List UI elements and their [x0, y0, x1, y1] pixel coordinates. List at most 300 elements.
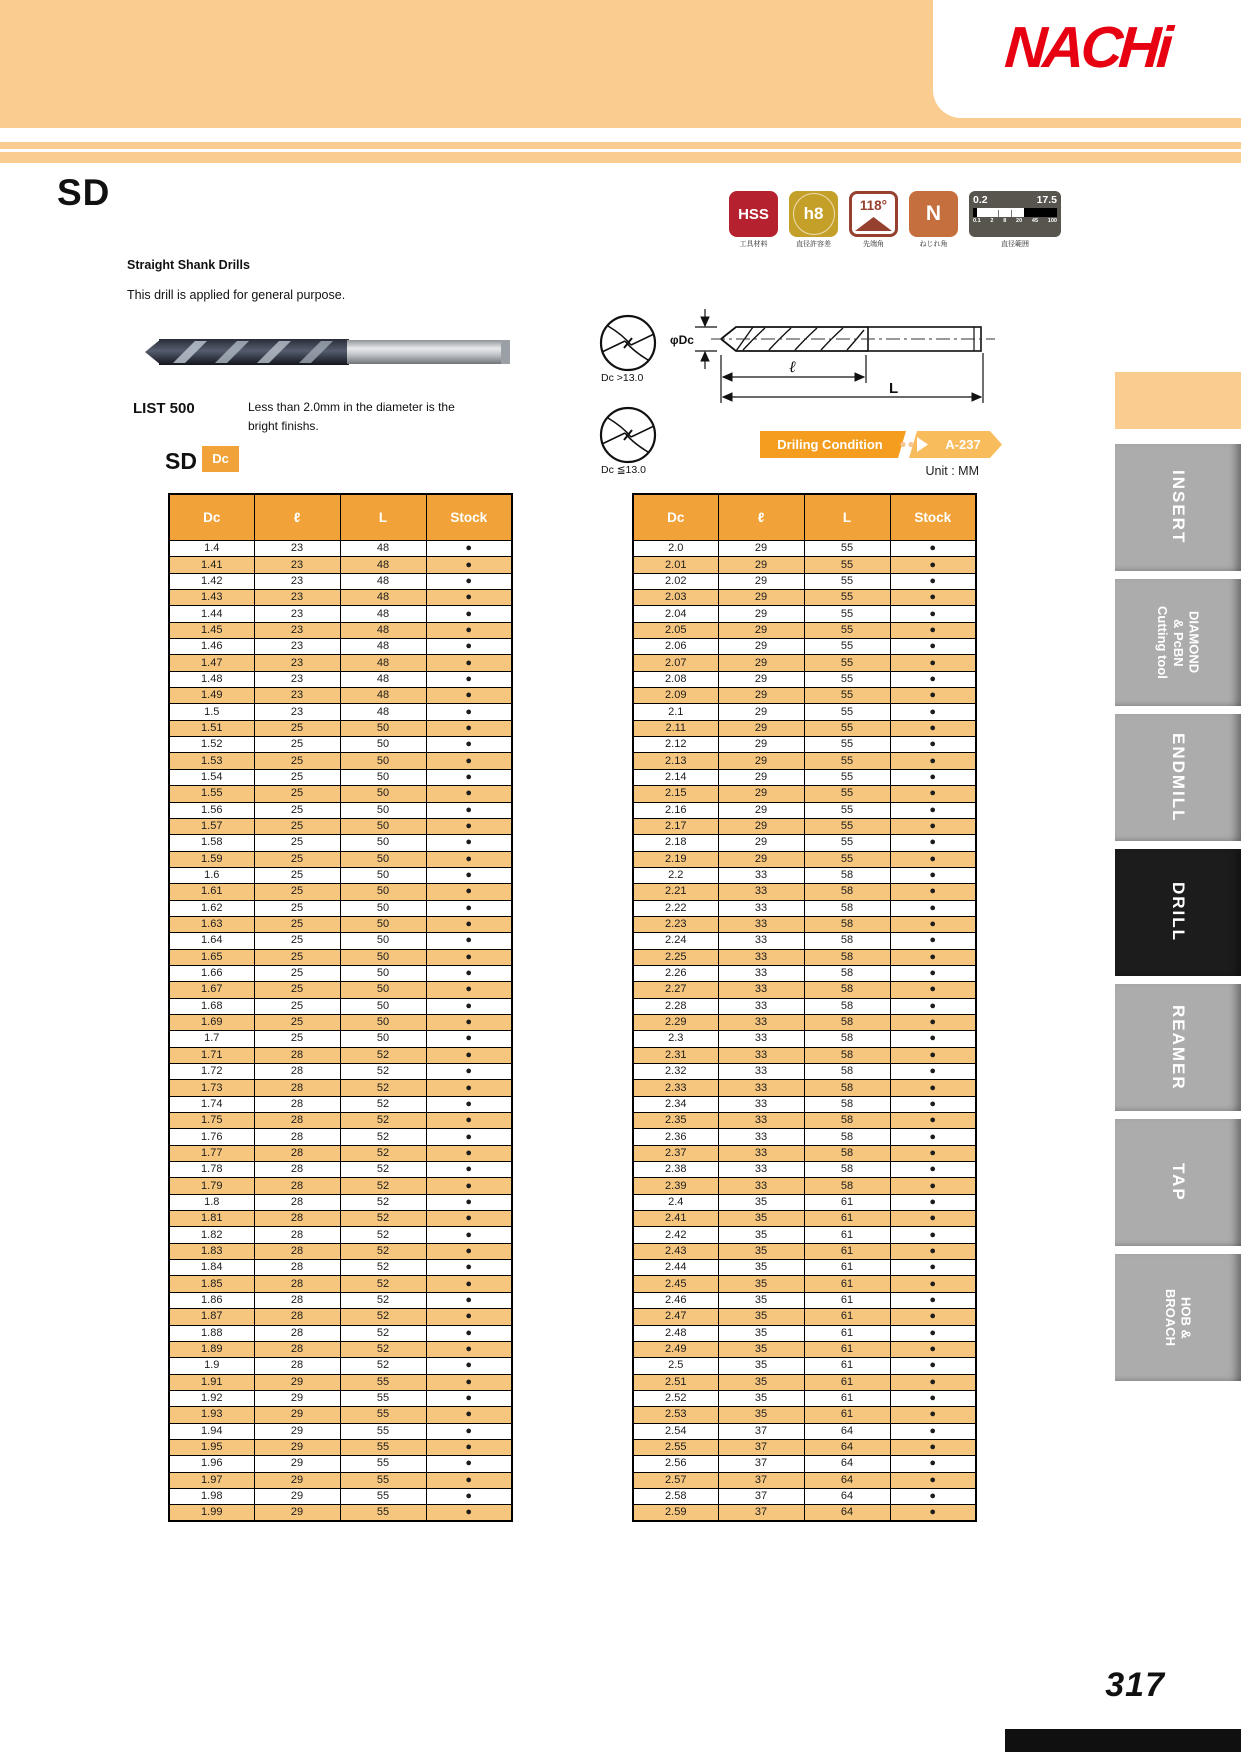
table-row: 2.32 33 58 ●	[633, 1064, 976, 1080]
stock-dot: ●	[426, 1194, 512, 1210]
table-row: 1.77 28 52 ●	[169, 1145, 512, 1161]
stock-dot: ●	[890, 1423, 976, 1439]
list-number: LIST 500	[133, 400, 195, 417]
spec-icon-range	[969, 191, 1061, 249]
stock-dot: ●	[890, 1227, 976, 1243]
table-row: 1.9 28 52 ●	[169, 1358, 512, 1374]
table-row: 2.1 29 55 ●	[633, 704, 976, 720]
stock-dot: ●	[426, 1227, 512, 1243]
stock-dot: ●	[426, 1064, 512, 1080]
table-row: 2.2 33 58 ●	[633, 867, 976, 883]
table-row: 1.7 25 50 ●	[169, 1031, 512, 1047]
dim-overall	[723, 353, 983, 403]
table-row: 1.99 29 55 ●	[169, 1505, 512, 1521]
table-row: 2.52 35 61 ●	[633, 1390, 976, 1406]
helix-angle-icon: N	[909, 191, 958, 237]
table-row: 1.59 25 50 ●	[169, 851, 512, 867]
stock-dot: ●	[426, 933, 512, 949]
stock-dot: ●	[426, 1407, 512, 1423]
stock-dot: ●	[426, 769, 512, 785]
column-header: Stock	[890, 494, 976, 541]
table-row: 2.15 29 55 ●	[633, 786, 976, 802]
table-row: 2.04 29 55 ●	[633, 606, 976, 622]
circle2-label: Dc ≦13.0	[601, 464, 646, 476]
table-row: 2.24 33 58 ●	[633, 933, 976, 949]
stock-dot: ●	[426, 1096, 512, 1112]
spec-icon-helix	[909, 191, 958, 249]
table-row: 2.16 29 55 ●	[633, 802, 976, 818]
table-row: 1.88 28 52 ●	[169, 1325, 512, 1341]
stock-dot: ●	[890, 622, 976, 638]
stock-dot: ●	[426, 671, 512, 687]
stock-dot: ●	[890, 851, 976, 867]
table-row: 2.14 29 55 ●	[633, 769, 976, 785]
stock-dot: ●	[890, 1407, 976, 1423]
table-row: 1.55 25 50 ●	[169, 786, 512, 802]
stock-dot: ●	[890, 1014, 976, 1030]
table-row: 2.36 33 58 ●	[633, 1129, 976, 1145]
h8-icon: h8	[789, 191, 838, 237]
stock-dot: ●	[890, 720, 976, 736]
table-row: 1.56 25 50 ●	[169, 802, 512, 818]
table-row: 1.66 25 50 ●	[169, 965, 512, 981]
helix-angle-icon-label: ねじれ角	[919, 241, 948, 248]
table-row: 2.02 29 55 ●	[633, 573, 976, 589]
stock-dot: ●	[890, 1047, 976, 1063]
stock-dot: ●	[890, 655, 976, 671]
table-row: 1.86 28 52 ●	[169, 1292, 512, 1308]
stock-dot: ●	[890, 1505, 976, 1521]
table-row: 2.11 29 55 ●	[633, 720, 976, 736]
table-row: 1.5 23 48 ●	[169, 704, 512, 720]
table-row: 2.33 33 58 ●	[633, 1080, 976, 1096]
table-row: 1.68 25 50 ●	[169, 998, 512, 1014]
stock-dot: ●	[426, 606, 512, 622]
table-row: 1.87 28 52 ●	[169, 1309, 512, 1325]
table-row: 1.79 28 52 ●	[169, 1178, 512, 1194]
stock-dot: ●	[426, 1472, 512, 1488]
stock-dot: ●	[890, 753, 976, 769]
table-row: 2.05 29 55 ●	[633, 622, 976, 638]
stock-dot: ●	[426, 1211, 512, 1227]
table-row: 1.75 28 52 ●	[169, 1113, 512, 1129]
product-description: This drill is applied for general purpose.	[127, 288, 346, 302]
table-row: 2.3 33 58 ●	[633, 1031, 976, 1047]
stock-dot: ●	[890, 606, 976, 622]
stock-dot: ●	[890, 900, 976, 916]
table-row: 2.07 29 55 ●	[633, 655, 976, 671]
diameter-range-icon-label: 直径範囲	[1001, 241, 1029, 248]
stock-dot: ●	[426, 753, 512, 769]
table-row: 2.37 33 58 ●	[633, 1145, 976, 1161]
logo-box	[933, 0, 1241, 118]
stock-dot: ●	[890, 1194, 976, 1210]
sidebar-tab-endmill[interactable]: ENDMILL	[1115, 714, 1241, 841]
dim-overall-label: L	[889, 380, 899, 397]
table-row: 1.69 25 50 ●	[169, 1014, 512, 1030]
range-bar	[973, 208, 1057, 217]
table-row: 1.72 28 52 ●	[169, 1064, 512, 1080]
stock-dot: ●	[426, 1341, 512, 1357]
table-row: 2.25 33 58 ●	[633, 949, 976, 965]
table-row: 1.83 28 52 ●	[169, 1243, 512, 1259]
stock-dot: ●	[890, 688, 976, 704]
table-row: 2.31 33 58 ●	[633, 1047, 976, 1063]
table-row: 2.55 37 64 ●	[633, 1439, 976, 1455]
table-row: 2.03 29 55 ●	[633, 590, 976, 606]
stock-dot: ●	[890, 1488, 976, 1504]
nachi-logo: NACHi	[1002, 15, 1172, 80]
stock-dot: ●	[426, 1423, 512, 1439]
table-row: 1.78 28 52 ●	[169, 1162, 512, 1178]
stock-dot: ●	[890, 1456, 976, 1472]
drill-photo	[143, 331, 510, 373]
dim-dc-label: φDc	[670, 333, 694, 347]
stock-dot: ●	[890, 1309, 976, 1325]
stock-dot: ●	[890, 1325, 976, 1341]
table-row: 1.81 28 52 ●	[169, 1211, 512, 1227]
table-row: 1.8 28 52 ●	[169, 1194, 512, 1210]
stock-dot: ●	[426, 1162, 512, 1178]
stock-dot: ●	[426, 1243, 512, 1259]
table-header-row	[633, 494, 976, 541]
table-row: 2.5 35 61 ●	[633, 1358, 976, 1374]
series-code: SD	[165, 448, 197, 474]
stock-dot: ●	[426, 557, 512, 573]
stock-dot: ●	[426, 1309, 512, 1325]
stock-dot: ●	[426, 720, 512, 736]
table-row: 2.06 29 55 ●	[633, 639, 976, 655]
table-row: 1.91 29 55 ●	[169, 1374, 512, 1390]
point-angle-icon: 118°	[849, 191, 898, 237]
table-row: 1.97 29 55 ●	[169, 1472, 512, 1488]
stock-dot: ●	[426, 1276, 512, 1292]
spec-icon-tolerance	[789, 191, 838, 249]
table-row: 2.42 35 61 ●	[633, 1227, 976, 1243]
stock-dot: ●	[426, 737, 512, 753]
column-header: Dc	[169, 494, 254, 541]
table-row: 2.47 35 61 ●	[633, 1309, 976, 1325]
sidebar-tab-hob-broach[interactable]: HOB & BROACH	[1115, 1254, 1241, 1381]
stock-dot: ●	[890, 541, 976, 557]
table-row: 2.09 29 55 ●	[633, 688, 976, 704]
stock-dot: ●	[426, 1390, 512, 1406]
table-row: 1.49 23 48 ●	[169, 688, 512, 704]
hss-icon-label: 工具材料	[739, 241, 768, 248]
table-row: 1.61 25 50 ●	[169, 884, 512, 900]
stock-dot: ●	[426, 1178, 512, 1194]
table-row: 1.43 23 48 ●	[169, 590, 512, 606]
table-row: 2.21 33 58 ●	[633, 884, 976, 900]
table-row: 1.67 25 50 ●	[169, 982, 512, 998]
stock-dot: ●	[890, 1358, 976, 1374]
table-row: 1.52 25 50 ●	[169, 737, 512, 753]
footer-bar	[1005, 1729, 1241, 1752]
stock-dot: ●	[890, 1031, 976, 1047]
table-row: 2.01 29 55 ●	[633, 557, 976, 573]
stock-dot: ●	[890, 1341, 976, 1357]
table-row: 1.73 28 52 ●	[169, 1080, 512, 1096]
spec-icon-tool-material	[729, 191, 778, 249]
stock-dot: ●	[890, 1260, 976, 1276]
table-row: 1.64 25 50 ●	[169, 933, 512, 949]
table-row: 1.98 29 55 ●	[169, 1488, 512, 1504]
unit-label: Unit : MM	[925, 464, 979, 478]
stock-dot: ●	[890, 1374, 976, 1390]
sidebar-tab-insert[interactable]: INSERT	[1115, 444, 1241, 571]
stock-dot: ●	[890, 704, 976, 720]
table-row: 2.53 35 61 ●	[633, 1407, 976, 1423]
table-row: 2.34 33 58 ●	[633, 1096, 976, 1112]
column-header: ℓ	[254, 494, 340, 541]
table-row: 1.65 25 50 ●	[169, 949, 512, 965]
table-row: 2.44 35 61 ●	[633, 1260, 976, 1276]
stock-dot: ●	[426, 1488, 512, 1504]
table-row: 1.74 28 52 ●	[169, 1096, 512, 1112]
table-row: 1.62 25 50 ●	[169, 900, 512, 916]
table-row: 2.0 29 55 ●	[633, 541, 976, 557]
table-row: 1.45 23 48 ●	[169, 622, 512, 638]
hss-icon: HSS	[729, 191, 778, 237]
page-title: SD	[57, 172, 111, 213]
table-row: 1.4 23 48 ●	[169, 541, 512, 557]
stock-dot: ●	[426, 1456, 512, 1472]
table-row: 1.92 29 55 ●	[169, 1390, 512, 1406]
table-row: 1.93 29 55 ●	[169, 1407, 512, 1423]
spec-icon-row	[729, 191, 1061, 249]
stock-dot: ●	[890, 933, 976, 949]
banner-ref-link: A-237	[945, 437, 981, 452]
stock-dot: ●	[426, 655, 512, 671]
stock-dot: ●	[890, 557, 976, 573]
stock-dot: ●	[890, 573, 976, 589]
table-row: 2.27 33 58 ●	[633, 982, 976, 998]
drilling-condition-banner[interactable]	[760, 431, 1002, 458]
column-header: Stock	[426, 494, 512, 541]
stock-dot: ●	[890, 965, 976, 981]
table-row: 1.89 28 52 ●	[169, 1341, 512, 1357]
stock-dot: ●	[426, 590, 512, 606]
stock-dot: ●	[426, 1080, 512, 1096]
table-row: 1.71 28 52 ●	[169, 1047, 512, 1063]
cross-section-small	[601, 408, 655, 462]
point-angle-icon-label: 先端角	[863, 241, 884, 248]
table-row: 1.48 23 48 ●	[169, 671, 512, 687]
circle1-label: Dc >13.0	[601, 372, 644, 384]
table-row: 2.39 33 58 ●	[633, 1178, 976, 1194]
table-row: 2.13 29 55 ●	[633, 753, 976, 769]
stock-dot: ●	[890, 1390, 976, 1406]
stock-dot: ●	[426, 639, 512, 655]
table-row: 2.54 37 64 ●	[633, 1423, 976, 1439]
table-row: 1.44 23 48 ●	[169, 606, 512, 622]
stock-dot: ●	[890, 590, 976, 606]
stock-dot: ●	[426, 1260, 512, 1276]
stock-dot: ●	[426, 1505, 512, 1521]
finish-note: Less than 2.0mm in the diameter is the bright finishs.	[248, 400, 455, 433]
range-max: 17.5	[1036, 194, 1057, 206]
stock-dot: ●	[426, 965, 512, 981]
top-stripe-1	[0, 142, 1241, 149]
stock-dot: ●	[890, 639, 976, 655]
stock-dot: ●	[426, 1014, 512, 1030]
stock-dot: ●	[890, 737, 976, 753]
table-row: 2.45 35 61 ●	[633, 1276, 976, 1292]
table-row: 2.38 33 58 ●	[633, 1162, 976, 1178]
table-row: 2.48 35 61 ●	[633, 1325, 976, 1341]
stock-dot: ●	[890, 867, 976, 883]
table-row: 1.95 29 55 ●	[169, 1439, 512, 1455]
table-row: 1.84 28 52 ●	[169, 1260, 512, 1276]
table-row: 1.57 25 50 ●	[169, 818, 512, 834]
diameter-range-icon	[969, 191, 1061, 237]
stock-dot: ●	[426, 1031, 512, 1047]
spec-icon-point-angle	[849, 191, 898, 249]
table-row: 1.63 25 50 ●	[169, 916, 512, 932]
stock-dot: ●	[426, 998, 512, 1014]
banner-label: Driling Condition	[777, 437, 883, 452]
table-row: 1.47 23 48 ●	[169, 655, 512, 671]
table-row: 1.94 29 55 ●	[169, 1423, 512, 1439]
stock-dot: ●	[890, 1243, 976, 1259]
stock-dot: ●	[426, 949, 512, 965]
column-header: L	[340, 494, 426, 541]
stock-dot: ●	[426, 1145, 512, 1161]
stock-dot: ●	[426, 818, 512, 834]
stock-dot: ●	[890, 982, 976, 998]
dc-badge: Dc	[202, 446, 239, 472]
table-row: 1.42 23 48 ●	[169, 573, 512, 589]
table-row: 2.35 33 58 ●	[633, 1113, 976, 1129]
stock-dot: ●	[890, 1276, 976, 1292]
sidebar-tab-tap[interactable]: TAP	[1115, 1119, 1241, 1246]
stock-dot: ●	[426, 688, 512, 704]
stock-dot: ●	[426, 786, 512, 802]
table-row: 1.6 25 50 ●	[169, 867, 512, 883]
stock-dot: ●	[426, 1047, 512, 1063]
table-row: 1.58 25 50 ●	[169, 835, 512, 851]
table-row: 2.19 29 55 ●	[633, 851, 976, 867]
column-header: ℓ	[718, 494, 804, 541]
sidebar-orange-block	[1115, 372, 1241, 429]
stock-dot: ●	[890, 818, 976, 834]
table-row: 1.96 29 55 ●	[169, 1456, 512, 1472]
stock-dot: ●	[426, 573, 512, 589]
stock-dot: ●	[890, 802, 976, 818]
stock-dot: ●	[890, 671, 976, 687]
sidebar-tab-diamond-pcbn[interactable]: DIAMOND & PcBN Cutting tool	[1115, 579, 1241, 706]
stock-dot: ●	[890, 916, 976, 932]
column-header: L	[804, 494, 890, 541]
table-row: 2.22 33 58 ●	[633, 900, 976, 916]
stock-dot: ●	[426, 982, 512, 998]
dim-flute-label: ℓ	[789, 359, 796, 376]
table-row: 2.57 37 64 ●	[633, 1472, 976, 1488]
stock-dot: ●	[890, 786, 976, 802]
table-row: 2.12 29 55 ●	[633, 737, 976, 753]
stock-dot: ●	[890, 884, 976, 900]
stock-dot: ●	[426, 916, 512, 932]
stock-dot: ●	[890, 1472, 976, 1488]
table-row: 1.82 28 52 ●	[169, 1227, 512, 1243]
table-row: 2.56 37 64 ●	[633, 1456, 976, 1472]
sidebar-tab-reamer[interactable]: REAMER	[1115, 984, 1241, 1111]
h8-icon-label: 直径許容差	[796, 241, 831, 248]
stock-dot: ●	[890, 1439, 976, 1455]
stock-dot: ●	[890, 1113, 976, 1129]
table-row: 1.76 28 52 ●	[169, 1129, 512, 1145]
stock-dot: ●	[426, 900, 512, 916]
stock-dot: ●	[890, 1162, 976, 1178]
table-row: 1.85 28 52 ●	[169, 1276, 512, 1292]
table-row: 2.26 33 58 ●	[633, 965, 976, 981]
stock-dot: ●	[890, 1211, 976, 1227]
stock-dot: ●	[890, 1129, 976, 1145]
table-row: 1.54 25 50 ●	[169, 769, 512, 785]
stock-dot: ●	[426, 1374, 512, 1390]
size-table-left	[168, 493, 513, 1522]
table-row: 2.29 33 58 ●	[633, 1014, 976, 1030]
table-row: 2.18 29 55 ●	[633, 835, 976, 851]
stock-dot: ●	[426, 1129, 512, 1145]
table-row: 2.49 35 61 ●	[633, 1341, 976, 1357]
page-number: 317	[1105, 1666, 1165, 1704]
stock-dot: ●	[890, 1064, 976, 1080]
stock-dot: ●	[426, 1358, 512, 1374]
top-stripe-2	[0, 152, 1241, 163]
stock-dot: ●	[426, 1113, 512, 1129]
table-header-row	[169, 494, 512, 541]
stock-dot: ●	[426, 1325, 512, 1341]
range-min: 0.2	[973, 194, 988, 206]
table-row: 2.59 37 64 ●	[633, 1505, 976, 1521]
stock-dot: ●	[426, 851, 512, 867]
stock-dot: ●	[890, 769, 976, 785]
stock-dot: ●	[426, 1439, 512, 1455]
stock-dot: ●	[426, 622, 512, 638]
cross-section-large	[601, 316, 655, 370]
stock-dot: ●	[890, 1178, 976, 1194]
table-row: 1.46 23 48 ●	[169, 639, 512, 655]
table-row: 2.08 29 55 ●	[633, 671, 976, 687]
stock-dot: ●	[426, 1292, 512, 1308]
product-subtitle: Straight Shank Drills	[127, 258, 250, 272]
stock-dot: ●	[890, 1080, 976, 1096]
sidebar-tab-drill[interactable]: DRILL	[1115, 849, 1241, 976]
table-row: 2.4 35 61 ●	[633, 1194, 976, 1210]
table-row: 2.41 35 61 ●	[633, 1211, 976, 1227]
table-row: 1.51 25 50 ●	[169, 720, 512, 736]
table-row: 1.53 25 50 ●	[169, 753, 512, 769]
table-row: 2.17 29 55 ●	[633, 818, 976, 834]
table-row: 2.46 35 61 ●	[633, 1292, 976, 1308]
stock-dot: ●	[890, 949, 976, 965]
table-row: 2.58 37 64 ●	[633, 1488, 976, 1504]
stock-dot: ●	[890, 998, 976, 1014]
stock-dot: ●	[426, 835, 512, 851]
stock-dot: ●	[890, 1096, 976, 1112]
stock-dot: ●	[426, 541, 512, 557]
stock-dot: ●	[426, 704, 512, 720]
stock-dot: ●	[890, 1145, 976, 1161]
stock-dot: ●	[890, 1292, 976, 1308]
stock-dot: ●	[890, 835, 976, 851]
range-ticks: 0.1 2 8 20 45 100	[973, 218, 1057, 224]
table-row: 2.28 33 58 ●	[633, 998, 976, 1014]
table-row: 1.41 23 48 ●	[169, 557, 512, 573]
stock-dot: ●	[426, 867, 512, 883]
table-row: 2.43 35 61 ●	[633, 1243, 976, 1259]
